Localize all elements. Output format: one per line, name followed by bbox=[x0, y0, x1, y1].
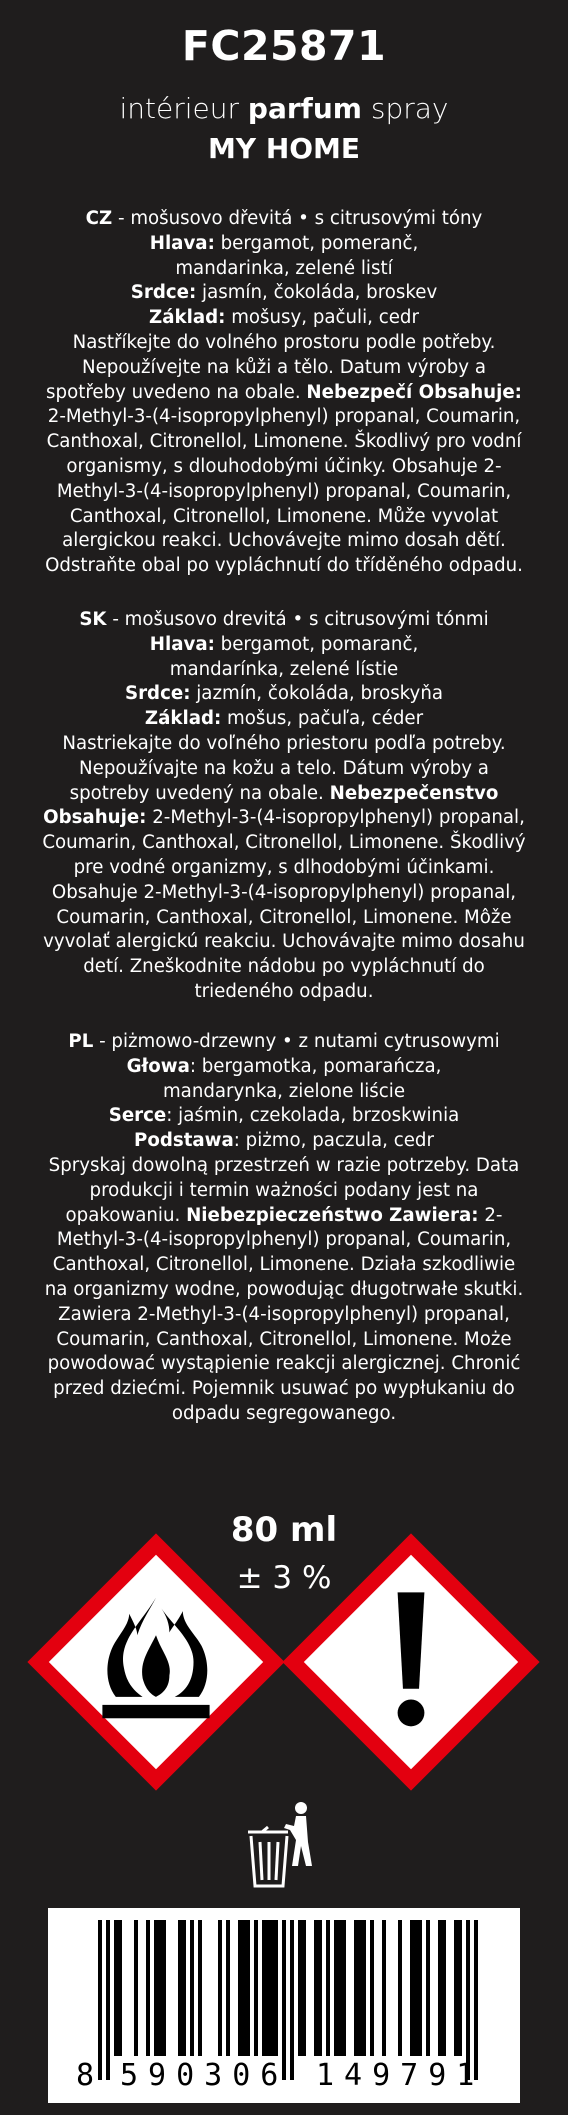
sk-heart-text: jazmín, čokoláda, broskyňa bbox=[190, 683, 443, 705]
product-code: FC25871 bbox=[181, 22, 387, 70]
barcode-bar bbox=[318, 1920, 322, 2056]
barcode-bar bbox=[418, 1920, 422, 2056]
product-name: MY HOME bbox=[207, 132, 361, 165]
sk-base-text: mošus, pačuľa, céder bbox=[221, 708, 424, 730]
pl-heart-text: : jaśmin, czekolada, brzoskwinia bbox=[166, 1105, 460, 1127]
pl-base-label: Podstawa bbox=[134, 1130, 234, 1152]
barcode-bar bbox=[146, 1920, 150, 2056]
barcode-bar bbox=[218, 1920, 222, 2056]
barcode-bar bbox=[358, 1920, 362, 2056]
cz-danger-label: Nebezpečí Obsahuje: bbox=[306, 381, 522, 403]
sk-head-text: bergamot, pomaranč, mandarínka, zelené lístie bbox=[169, 633, 419, 680]
barcode-bar bbox=[158, 1920, 162, 2056]
pl-instructions: Spryskaj dowolną przestrzeń w razie potrzeby. Data produkcji i termin ważności podany jest na opakowaniu. bbox=[48, 1154, 520, 1226]
barcode-bar bbox=[410, 1920, 414, 2056]
barcode-bar bbox=[454, 1920, 458, 2056]
sk-danger-text: 2-Methyl-3-(4-isopropylphenyl) propanal, Coumarin, Canthoxal, Citronellol, Limonene. Škodlivý pre vodné organizmy, s dlhodobými účinkami. Obsahuje 2-Methyl-3-(4-isopropylphenyl) propanal, Coumarin, Canthoxal, Citronellol, Limonene. Môže vyvolať alergickú reakciu. Uchovávajte mimo dosahu detí. Zneškodnite nádobu po vypláchnutí do triedeného odpadu. bbox=[42, 807, 526, 1002]
barcode-bar bbox=[154, 1920, 158, 2056]
barcode-bar bbox=[314, 1920, 318, 2056]
barcode-left-digits: 590306 bbox=[120, 2058, 289, 2093]
cz-head-text: bergamot, pomeranč, mandarinka, zelené listí bbox=[175, 232, 419, 279]
barcode-bar bbox=[226, 1920, 230, 2056]
barcode-bar bbox=[266, 1920, 270, 2056]
pl-section bbox=[36, 1030, 532, 1427]
barcode-bar bbox=[302, 1920, 306, 2056]
cz-base-label: Základ: bbox=[149, 307, 226, 329]
barcode-bar bbox=[98, 1920, 102, 2080]
product-subtitle bbox=[0, 92, 568, 125]
barcode-bar bbox=[162, 1920, 166, 2056]
barcode-bar bbox=[442, 1920, 446, 2056]
flame-icon bbox=[22, 1528, 290, 1796]
barcode-bar bbox=[242, 1920, 246, 2056]
barcode-bar bbox=[106, 1920, 110, 2080]
barcode-bar bbox=[190, 1920, 194, 2056]
cz-head-label: Hlava: bbox=[149, 232, 215, 254]
sk-lang: SK bbox=[79, 609, 107, 630]
barcode-bar bbox=[326, 1920, 330, 2056]
cz-heart-label: Srdce: bbox=[130, 282, 197, 304]
barcode-bar bbox=[114, 1920, 118, 2056]
barcode-bar bbox=[438, 1920, 442, 2056]
sk-instructions: Nastriekajte do voľného priestoru podľa potreby. Nepoužívajte na kožu a telo. Dátum výroby a spotreby uvedený na obale. bbox=[62, 732, 506, 804]
pl-danger-text: 2-Methyl-3-(4-isopropylphenyl) propanal, Coumarin, Canthoxal, Citronellol, Limonene. Działa szkodliwie na organizmy wodne, powodując długotrwałe skutki. Zawiera 2-Methyl-3-(4-isopropylphenyl) propanal, Coumarin, Canthoxal, Citronellol, Limonene. Może powodować wystąpienie reakcji alergicznej. Chronić przed dziećmi. Pojemnik usuwać po wypłukaniu do odpadu segregowanego. bbox=[44, 1204, 524, 1424]
pl-base-text: : piżmo, paczula, cedr bbox=[233, 1130, 434, 1152]
cz-intro: - mošusovo dřevitá • s citrusovými tóny bbox=[112, 208, 483, 229]
barcode-bar bbox=[270, 1920, 274, 2056]
exclamation-icon bbox=[277, 1528, 545, 1796]
barcode-bar bbox=[474, 1920, 478, 2080]
barcode-bar bbox=[354, 1920, 358, 2056]
sk-heart-label: Srdce: bbox=[124, 683, 191, 705]
pl-head-text: : bergamotka, pomarańcza, mandarynka, zielone liście bbox=[162, 1055, 442, 1102]
subtitle-post: spray bbox=[361, 92, 449, 125]
sk-danger-label: Nebezpečenstvo Obsahuje: bbox=[43, 782, 499, 829]
barcode-bar bbox=[338, 1920, 342, 2056]
barcode-bar bbox=[290, 1920, 294, 2080]
sk-base-label: Základ: bbox=[144, 708, 222, 730]
barcode-bar bbox=[182, 1920, 186, 2056]
barcode-bar bbox=[178, 1920, 182, 2056]
barcode-bar bbox=[274, 1920, 278, 2056]
volume-tolerance: ± 3 % bbox=[236, 1560, 332, 1596]
subtitle-pre: intérieur bbox=[119, 92, 248, 125]
barcode-bar bbox=[246, 1920, 250, 2056]
barcode-right-digits: 149791 bbox=[316, 2058, 485, 2093]
sk-head-label: Hlava: bbox=[149, 633, 215, 655]
pl-head-label: Głowa bbox=[126, 1055, 190, 1077]
barcode-bar bbox=[198, 1920, 202, 2056]
cz-base-text: mošusy, pačuli, cedr bbox=[225, 307, 419, 329]
barcode-bar bbox=[298, 1920, 302, 2056]
pl-intro: - piżmowo-drzewny • z nutami cytrusowymi bbox=[93, 1031, 500, 1052]
barcode-bar bbox=[382, 1920, 386, 2056]
volume-label: 80 ml bbox=[230, 1510, 338, 1550]
barcode-bar bbox=[398, 1920, 402, 2056]
barcode-bar bbox=[118, 1920, 122, 2056]
barcode-bar bbox=[466, 1920, 470, 2080]
pl-danger-label: Niebezpieczeństwo Zawiera: bbox=[186, 1204, 479, 1226]
pl-lang: PL bbox=[68, 1031, 94, 1052]
barcode-bar bbox=[238, 1920, 242, 2056]
sk-section bbox=[36, 608, 532, 1005]
subtitle-bold: parfum bbox=[247, 92, 362, 125]
barcode-bar bbox=[334, 1920, 338, 2056]
cz-instructions: Nastříkejte do volného prostoru podle potřeby. Nepoužívejte na kůži a tělo. Datum výroby a spotřeby uvedeno na obale. bbox=[46, 331, 496, 403]
barcode-bar bbox=[414, 1920, 418, 2056]
cz-section bbox=[36, 207, 532, 579]
cz-lang: CZ bbox=[85, 208, 113, 229]
barcode bbox=[48, 1908, 520, 2103]
trash-bin-icon bbox=[238, 1794, 328, 1894]
sk-intro: - mošusovo drevitá • s citrusovými tónmi bbox=[106, 609, 489, 630]
barcode-bar bbox=[282, 1920, 286, 2080]
barcode-bar bbox=[426, 1920, 430, 2056]
cz-danger-text: 2-Methyl-3-(4-isopropylphenyl) propanal, Coumarin, Canthoxal, Citronellol, Limonene. Škodlivý pro vodní organismy, s dlouhodobými účinky. Obsahuje 2-Methyl-3-(4-isopropylphenyl) propanal, Coumarin, Canthoxal, Citronellol, Limonene. Může vyvolat alergickou reakci. Uchovávejte mimo dosah dětí. Odstraňte obal po vypláchnutí do tříděného odpadu. bbox=[45, 406, 523, 577]
cz-heart-text: jasmín, čokoláda, broskev bbox=[196, 282, 438, 304]
barcode-bar bbox=[458, 1920, 462, 2056]
barcode-bar bbox=[362, 1920, 366, 2056]
barcode-bar bbox=[262, 1920, 266, 2056]
barcode-bar bbox=[254, 1920, 258, 2056]
barcode-bar bbox=[370, 1920, 374, 2056]
barcode-first-digit: 8 bbox=[76, 2058, 105, 2093]
pl-heart-label: Serce bbox=[108, 1105, 167, 1127]
barcode-bar bbox=[342, 1920, 346, 2056]
barcode-bar bbox=[134, 1920, 138, 2056]
